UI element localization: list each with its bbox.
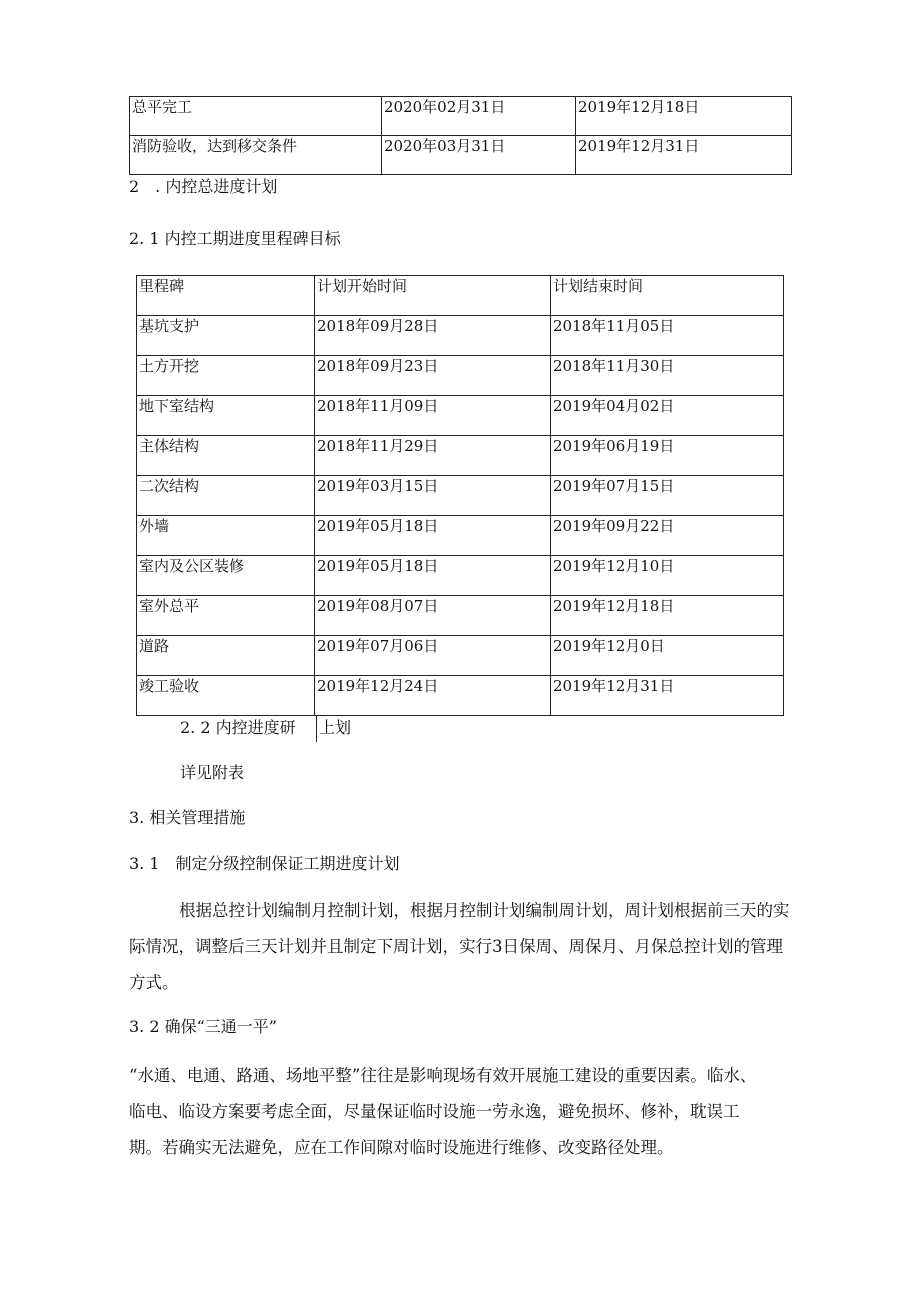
section-2-2-title-a: 2. 2 内控进度研 — [180, 718, 296, 737]
section-3-1-title: 3. 1 制定分级控制保证工期进度计划 — [129, 854, 400, 873]
table-row — [137, 516, 784, 556]
table-cell: 2019年03月15日 — [315, 476, 551, 516]
table-cell: 竣工验收 — [137, 676, 315, 716]
table-cell: 二次结构 — [137, 476, 315, 516]
table-row — [137, 676, 784, 716]
section-3-2-paragraph: “水通、电通、路通、场地平整”往往是影响现场有效开展施工建设的重要因素。临水、临电、临设方案要考虑全面，尽量保证临时设施一劳永逸，避免损坏、修补，耽误工期。若确实无法避免，应在工作间隙对临时设施进行维修、改变路径处理。 — [129, 1066, 757, 1157]
table-row — [137, 556, 784, 596]
table-cell: 2019年12月24日 — [315, 676, 551, 716]
table-cell: 2019年06月19日 — [551, 436, 784, 476]
table-cell: 室内及公区装修 — [137, 556, 315, 596]
table-cell: 2020年02月31日 — [382, 97, 576, 136]
table-cell: 2019年12月18日 — [576, 97, 792, 136]
table-row — [137, 396, 784, 436]
top-table-body — [130, 97, 792, 175]
section-2-2-title-b: 上划 — [319, 718, 352, 737]
table-cell: 2019年12月10日 — [551, 556, 784, 596]
section-3-2-title: 3. 2 确保“三通一平” — [129, 1017, 277, 1036]
section-2-1-title: 2. 1 内控工期进度里程碑目标 — [129, 229, 341, 248]
milestone-table-body — [137, 316, 784, 716]
table-cell: 2019年12月31日 — [576, 136, 792, 175]
table-cell: 2020年03月31日 — [382, 136, 576, 175]
milestone-table — [136, 275, 784, 716]
column-header: 里程碑 — [137, 276, 315, 316]
column-header: 计划结束时间 — [551, 276, 784, 316]
section-3-title: 3. 相关管理措施 — [129, 808, 246, 827]
table-row — [130, 97, 792, 136]
table-cell: 2019年05月18日 — [315, 516, 551, 556]
table-cell: 2018年09月28日 — [315, 316, 551, 356]
column-header: 计划开始时间 — [315, 276, 551, 316]
table-cell: 2019年07月06日 — [315, 636, 551, 676]
table-cell: 道路 — [137, 636, 315, 676]
table-row — [137, 316, 784, 356]
table-cell: 消防验收，达到移交条件 — [130, 136, 382, 175]
table-cell: 2019年12月18日 — [551, 596, 784, 636]
table-cell: 2019年05月18日 — [315, 556, 551, 596]
section-2-title: 2 . 内控总进度计划 — [129, 177, 278, 196]
table-row — [137, 476, 784, 516]
table-header-row — [137, 276, 784, 316]
section-2-2-body: 详见附表 — [180, 763, 245, 782]
table-cell: 室外总平 — [137, 596, 315, 636]
table-row — [137, 636, 784, 676]
table-cell: 2019年04月02日 — [551, 396, 784, 436]
table-cell: 2018年11月05日 — [551, 316, 784, 356]
table-cell: 主体结构 — [137, 436, 315, 476]
table-cell: 2019年08月07日 — [315, 596, 551, 636]
table-row — [137, 356, 784, 396]
table-cell: 2018年11月09日 — [315, 396, 551, 436]
table-cell: 土方开挖 — [137, 356, 315, 396]
table-cell: 2018年09月23日 — [315, 356, 551, 396]
top-table — [129, 96, 792, 175]
table-cell: 2018年11月30日 — [551, 356, 784, 396]
table-residual-cell — [316, 716, 317, 742]
table-cell: 总平完工 — [130, 97, 382, 136]
table-cell: 外墙 — [137, 516, 315, 556]
table-cell: 2019年07月15日 — [551, 476, 784, 516]
table-cell: 2019年09月22日 — [551, 516, 784, 556]
section-3-1-paragraph: 根据总控计划编制月控制计划，根据月控制计划编制周计划，周计划根据前三天的实际情况，调整后三天计划并且制定下周计划，实行3日保周、周保月、月保总控计划的管理方式。 — [129, 901, 790, 992]
milestone-table-head — [137, 276, 784, 316]
table-cell: 2019年12月31日 — [551, 676, 784, 716]
table-cell: 2019年12月0日 — [551, 636, 784, 676]
table-cell: 基坑支护 — [137, 316, 315, 356]
table-cell: 2018年11月29日 — [315, 436, 551, 476]
table-row — [130, 136, 792, 175]
table-cell: 地下室结构 — [137, 396, 315, 436]
table-row — [137, 596, 784, 636]
section-2-2-title — [180, 716, 296, 740]
table-row — [137, 436, 784, 476]
